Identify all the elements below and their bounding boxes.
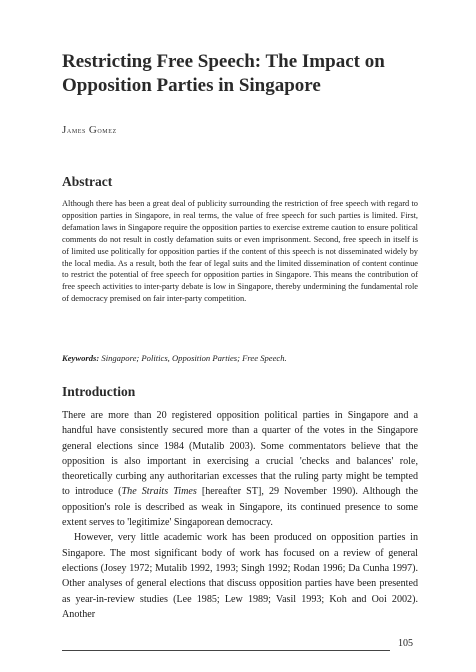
author-first-initial: J	[62, 124, 67, 136]
intro-p1-text-a: There are more than 20 registered opposition political parties in Singapore and a handful have consistently secured more than a quarter of the votes in the Singapore general elections since 1984 (Mutalib 2003). Some commentators believe that the opposition is also important in exercising a crucial 'checks and balances' role, theoretically curbing any authoritarian excesses that the ruling party might be tempted to introduce (	[62, 410, 418, 498]
author-name	[62, 124, 117, 136]
paper-title: Restricting Free Speech: The Impact on Opposition Parties in Singapore	[62, 51, 385, 96]
author-last-initial: G	[88, 124, 98, 136]
intro-p1-text-b: [hereafter ST], 29 November 1990). Although the opposition's role is described as weak in Singapore, its continued presence to some extent serves to 'legitimize' Singaporean democracy.	[62, 486, 418, 529]
keywords-label: Keywords:	[62, 353, 100, 363]
introduction-heading: Introduction	[62, 384, 136, 399]
footer-rule	[62, 650, 390, 651]
intro-paragraph-2: However, very little academic work has been produced on opposition parties in Singapore. The most significant body of work has focused on a review of general elections (Josey 1972; Mutalib 1992, 1993; Singh 1992; Rodan 1996; Da Cunha 1997). Other analyses of general elections that discuss opposition parties have been presented as year-in-review studies (Lee 1985; Lew 1989; Vasil 1993; Koh and Ooi 2002). Another	[62, 532, 418, 620]
author-first-rest: ames	[66, 125, 86, 135]
introduction-body	[62, 408, 418, 622]
keywords-text: Singapore; Politics, Opposition Parties; Free Speech.	[101, 353, 287, 363]
page-number: 105	[398, 638, 413, 649]
intro-paragraph-1	[62, 408, 418, 530]
intro-p1-italic: The Straits Times	[121, 486, 197, 498]
author-last-rest: omez	[97, 125, 117, 135]
keywords	[62, 353, 418, 363]
abstract-text: Although there has been a great deal of publicity surrounding the restriction of free speech with regard to opposition parties in Singapore, in real terms, the value of free speech for such parties is limited. First, defamation laws in Singapore require the opposition parties to exercise extreme caution to ensure political comments do not result in costly defamation suits or even imprisonment. Second, free speech in itself is of limited use politically for opposition parties if the content of this speech is not disseminated widely by the local media. As a result, both the fear of legal suits and the limited dissemination of content continue to restrict the potential of free speech for opposition parties in Singapore. This means the contribution of free speech activities to inter-party debate is low in Singapore, thereby undermining the fundamental role of democracy premised on fair inter-party competition.	[62, 199, 418, 304]
abstract-heading: Abstract	[62, 174, 113, 189]
